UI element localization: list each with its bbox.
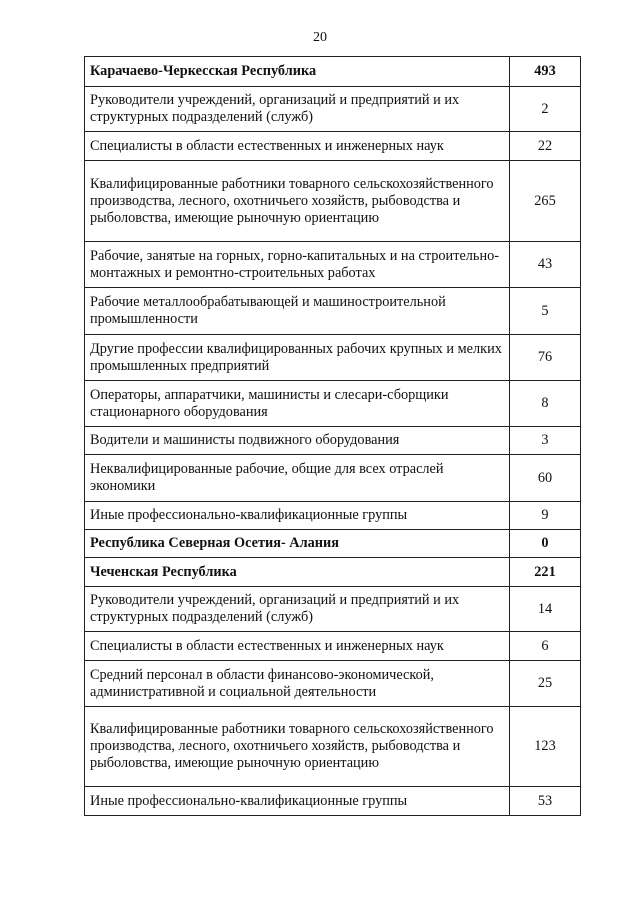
row-value: 493 (510, 57, 581, 87)
row-label: Специалисты в области естественных и инженерных наук (85, 632, 510, 661)
row-label: Рабочие, занятые на горных, горно-капитальных и на строительно-монтажных и ремонтно-строительных работах (85, 242, 510, 288)
row-label: Рабочие металлообрабатывающей и машиностроительной промышленности (85, 288, 510, 335)
row-value: 76 (510, 335, 581, 381)
table-row (85, 87, 581, 132)
data-table (84, 56, 581, 816)
row-label: Другие профессии квалифицированных рабочих крупных и мелких промышленных предприятий (85, 335, 510, 381)
table-row (85, 161, 581, 242)
row-label: Иные профессионально-квалификационные группы (85, 502, 510, 530)
table-row (85, 132, 581, 161)
row-value: 43 (510, 242, 581, 288)
row-label: Операторы, аппаратчики, машинисты и слесари-сборщики стационарного оборудования (85, 381, 510, 427)
table-row (85, 335, 581, 381)
row-label: Руководители учреждений, организаций и предприятий и их структурных подразделений (служб) (85, 87, 510, 132)
row-label: Чеченская Республика (85, 558, 510, 587)
row-label: Водители и машинисты подвижного оборудования (85, 427, 510, 455)
table-row (85, 288, 581, 335)
row-value: 14 (510, 587, 581, 632)
table-row (85, 707, 581, 787)
table-row (85, 502, 581, 530)
region-row (85, 57, 581, 87)
row-value: 9 (510, 502, 581, 530)
page-number: 20 (313, 30, 327, 45)
row-value: 53 (510, 787, 581, 816)
row-label: Квалифицированные работники товарного сельскохозяйственного производства, лесного, охотничьего хозяйств, рыбоводства и рыболовства, имеющие рыночную ориентацию (85, 707, 510, 787)
row-value: 5 (510, 288, 581, 335)
row-value: 25 (510, 661, 581, 707)
region-row (85, 530, 581, 558)
row-value: 265 (510, 161, 581, 242)
table-row (85, 661, 581, 707)
row-label: Республика Северная Осетия- Алания (85, 530, 510, 558)
row-value: 22 (510, 132, 581, 161)
row-value: 123 (510, 707, 581, 787)
table-row (85, 455, 581, 502)
table-row (85, 242, 581, 288)
row-value: 221 (510, 558, 581, 587)
row-value: 60 (510, 455, 581, 502)
table-row (85, 632, 581, 661)
row-value: 8 (510, 381, 581, 427)
region-row (85, 558, 581, 587)
table-row (85, 787, 581, 816)
row-label: Квалифицированные работники товарного сельскохозяйственного производства, лесного, охотничьего хозяйств, рыбоводства и рыболовства, имеющие рыночную ориентацию (85, 161, 510, 242)
row-label: Руководители учреждений, организаций и предприятий и их структурных подразделений (служб) (85, 587, 510, 632)
row-value: 0 (510, 530, 581, 558)
row-label: Средний персонал в области финансово-экономической, административной и социальной деятельности (85, 661, 510, 707)
row-value: 6 (510, 632, 581, 661)
row-label: Карачаево-Черкесская Республика (85, 57, 510, 87)
row-value: 3 (510, 427, 581, 455)
row-label: Специалисты в области естественных и инженерных наук (85, 132, 510, 161)
row-value: 2 (510, 87, 581, 132)
table-row (85, 381, 581, 427)
table-row (85, 587, 581, 632)
row-label: Иные профессионально-квалификационные группы (85, 787, 510, 816)
row-label: Неквалифицированные рабочие, общие для всех отраслей экономики (85, 455, 510, 502)
table-row (85, 427, 581, 455)
